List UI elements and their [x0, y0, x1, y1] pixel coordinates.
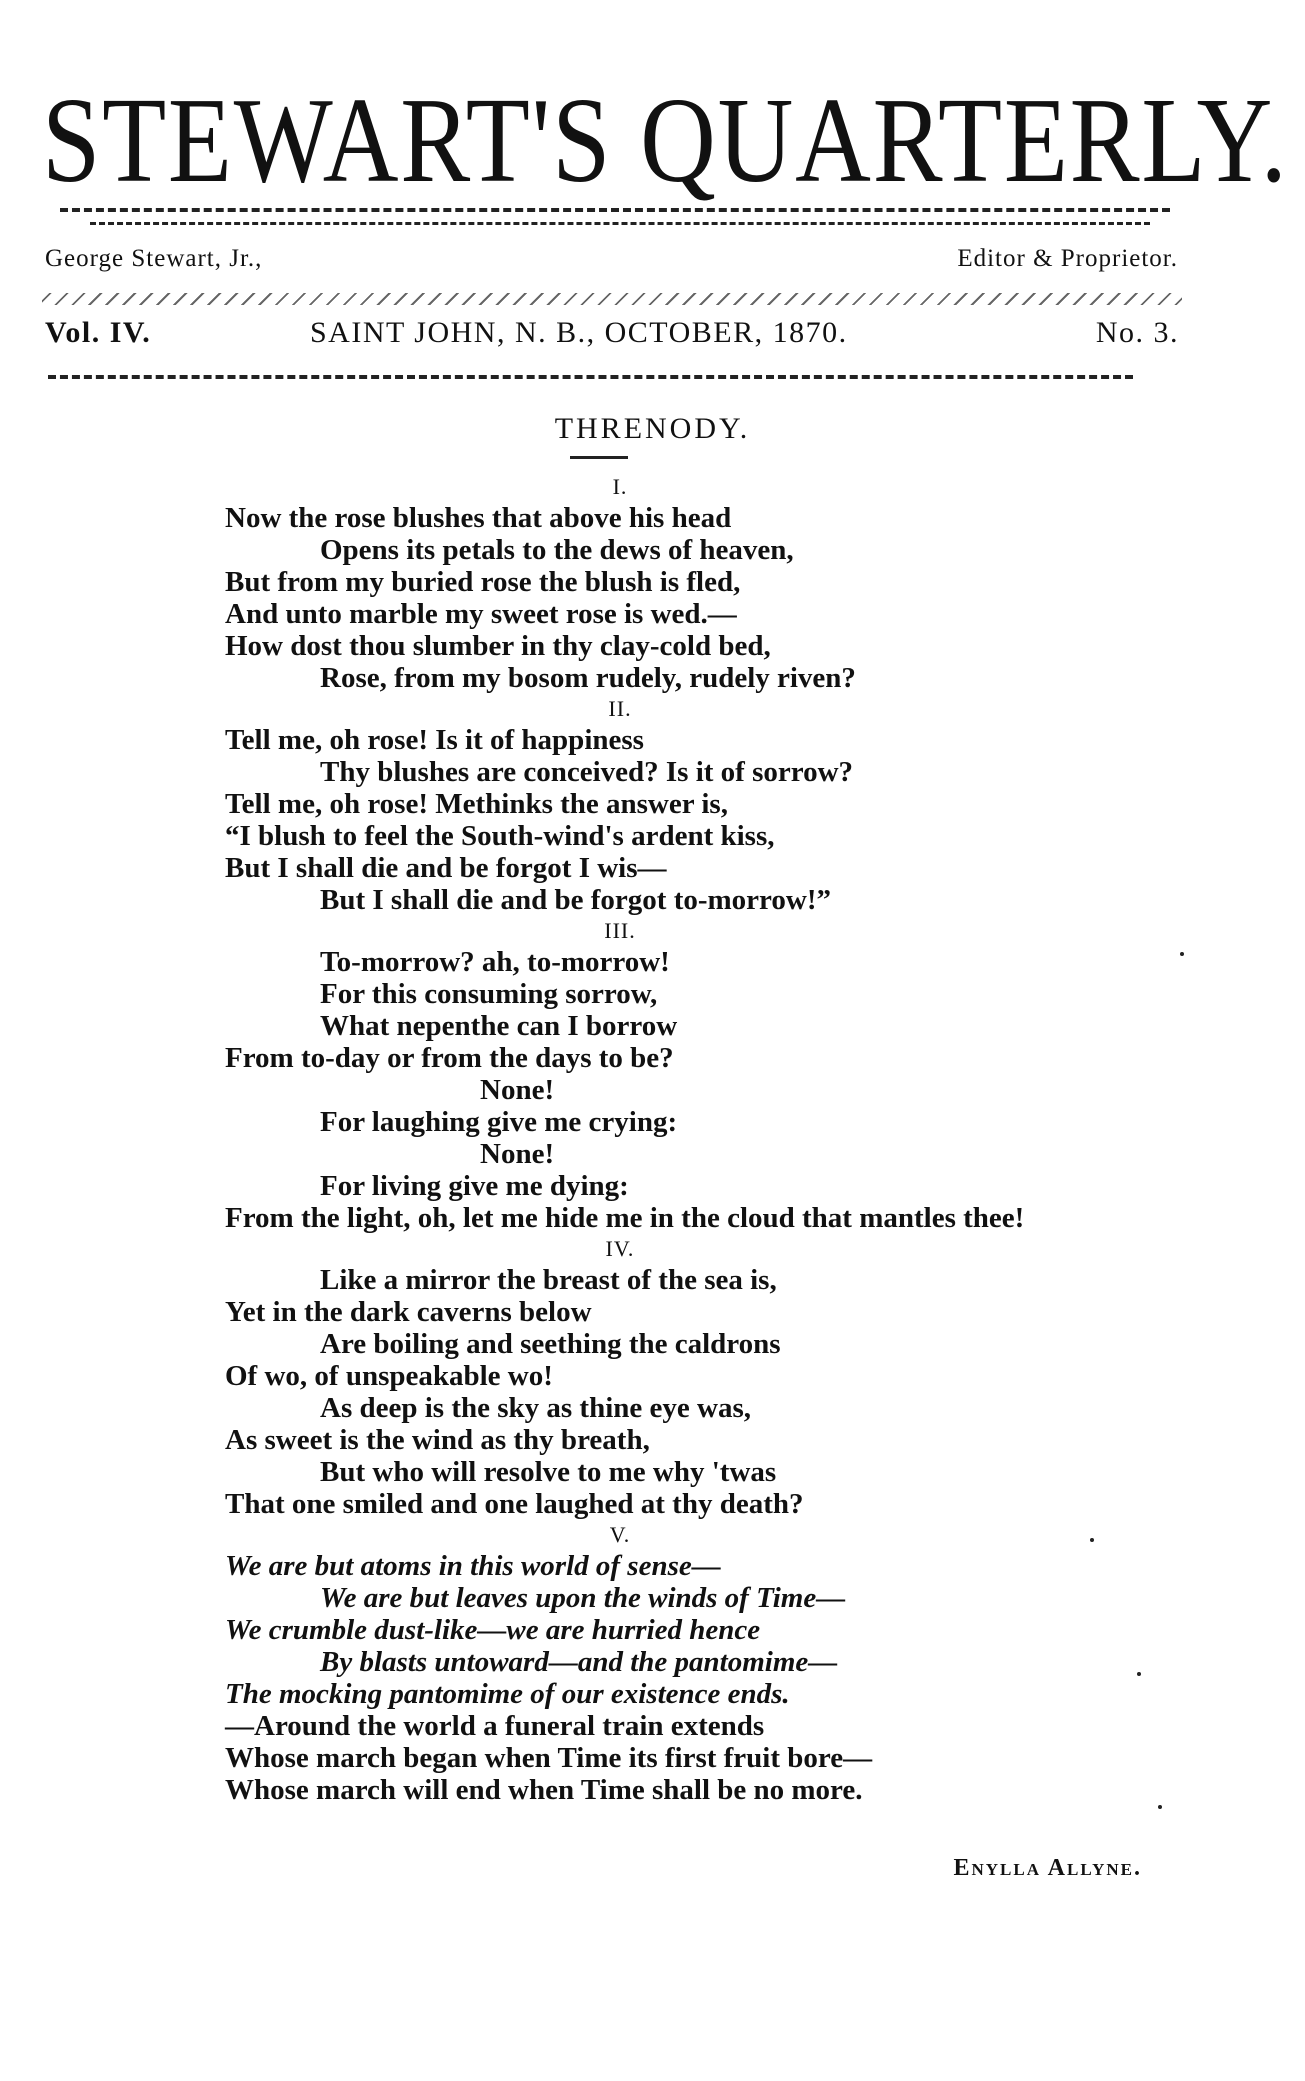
poem-line: Rose, from my bosom rudely, rudely riven? [320, 662, 856, 694]
poem-line: Whose march will end when Time shall be no more. [225, 1774, 863, 1806]
poem-line: But who will resolve to me why 'twas [320, 1456, 777, 1488]
stanza-numeral: I. [612, 474, 628, 499]
poem-line: But I shall die and be forgot I wis— [225, 852, 667, 884]
poem-line: For this consuming sorrow, [320, 978, 658, 1010]
poem-line: How dost thou slumber in thy clay-cold bed, [225, 630, 771, 662]
poem-line: From the light, oh, let me hide me in the cloud that mantles thee! [225, 1202, 1025, 1234]
poem-line: But I shall die and be forgot to-morrow!” [320, 884, 831, 916]
poem-line: Now the rose blushes that above his head [225, 502, 732, 534]
poem-line: Of wo, of unspeakable wo! [225, 1360, 553, 1392]
stanza-numeral: IV. [605, 1236, 635, 1261]
print-speck [1180, 952, 1184, 956]
poem-line: Like a mirror the breast of the sea is, [320, 1264, 777, 1296]
poem-line: Thy blushes are conceived? Is it of sorrow? [320, 756, 854, 788]
masthead-rule-top-2 [90, 222, 1150, 225]
dateline-rule [48, 375, 1133, 379]
stanza-numeral: V. [609, 1522, 631, 1547]
place-date: SAINT JOHN, N. B., OCTOBER, 1870. [310, 316, 848, 349]
poem-line: For living give me dying: [320, 1170, 629, 1202]
poem-line: For laughing give me crying: [320, 1106, 678, 1138]
poem-body [225, 472, 1245, 1806]
stanza-numeral: III. [604, 918, 636, 943]
poem-author: Enylla Allyne. [953, 1855, 1142, 1881]
poem-line: We are but leaves upon the winds of Time— [320, 1582, 846, 1614]
poem-line: Opens its petals to the dews of heaven, [320, 534, 794, 566]
poem-line: Tell me, oh rose! Is it of happiness [225, 724, 644, 756]
poem-line: From to-day or from the days to be? [225, 1042, 674, 1074]
poem-line: We are but atoms in this world of sense— [225, 1550, 721, 1582]
stanza-5 [225, 1520, 1245, 1806]
volume-label: Vol. IV. [45, 316, 152, 349]
masthead-rule-top [60, 208, 1170, 212]
poem-line: As sweet is the wind as thy breath, [225, 1424, 650, 1456]
editor-name: George Stewart, Jr., [45, 245, 263, 272]
poem-line: And unto marble my sweet rose is wed.— [225, 598, 737, 630]
print-speck [1090, 1538, 1094, 1542]
poem-line: None! [480, 1074, 555, 1106]
print-speck [1137, 1672, 1141, 1676]
decorative-wave-rule [42, 293, 1182, 305]
title-divider [570, 456, 628, 459]
stanza-4 [225, 1234, 1245, 1520]
stanza-numeral: II. [608, 696, 632, 721]
poem-line: Tell me, oh rose! Methinks the answer is, [225, 788, 728, 820]
poem-title: THRENODY. [554, 412, 751, 445]
poem-line: As deep is the sky as thine eye was, [320, 1392, 751, 1424]
poem-line: “I blush to feel the South-wind's ardent kiss, [225, 820, 775, 852]
stanza-1 [225, 472, 1245, 694]
poem-line: By blasts untoward—and the pantomime— [320, 1646, 838, 1678]
stanza-3 [225, 916, 1245, 1234]
poem-line: —Around the world a funeral train extends [225, 1710, 765, 1742]
poem-line: Are boiling and seething the caldrons [320, 1328, 781, 1360]
poem-line: None! [480, 1138, 555, 1170]
poem-line: Yet in the dark caverns below [225, 1296, 592, 1328]
editor-role: Editor & Proprietor. [957, 245, 1178, 272]
poem-line: We crumble dust-like—we are hurried hence [225, 1614, 761, 1646]
poem-line: The mocking pantomime of our existence ends. [225, 1678, 790, 1710]
poem-line: That one smiled and one laughed at thy death? [225, 1488, 804, 1520]
poem-line: To-morrow? ah, to-morrow! [320, 946, 670, 978]
stanza-5-italic-block [225, 1550, 1245, 1710]
poem-line: Whose march began when Time its first fruit bore— [225, 1742, 873, 1774]
stanza-2 [225, 694, 1245, 916]
print-speck [1158, 1805, 1162, 1809]
poem-line: But from my buried rose the blush is fled, [225, 566, 741, 598]
poem-line: What nepenthe can I borrow [320, 1010, 678, 1042]
issue-number: No. 3. [1095, 316, 1179, 349]
masthead-title: STEWART'S QUARTERLY. [42, 73, 1289, 208]
